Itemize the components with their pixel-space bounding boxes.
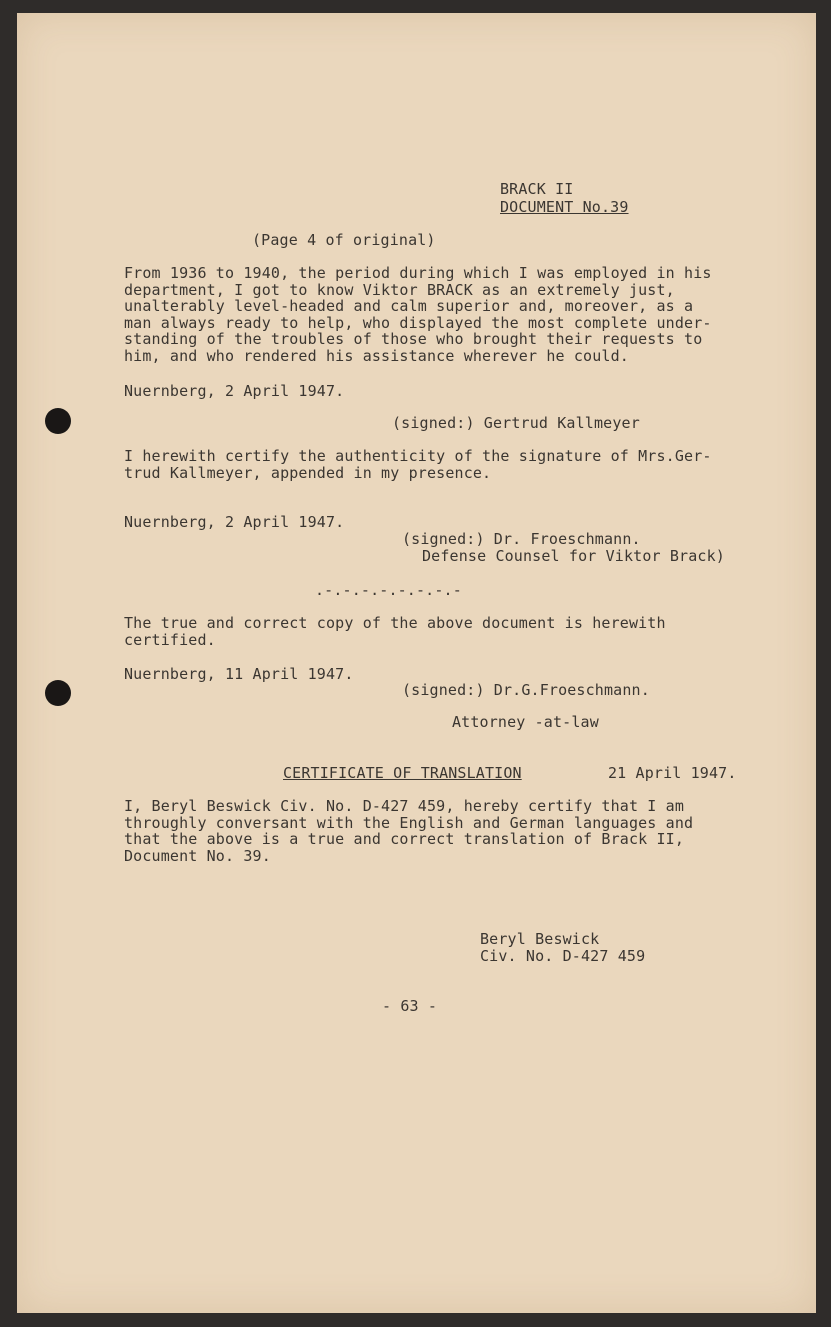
separator: .-.-.-.-.-.-.-.- bbox=[315, 581, 462, 599]
date-line-3: Nuernberg, 11 April 1947. bbox=[124, 665, 354, 683]
certificate-date: 21 April 1947. bbox=[608, 764, 737, 782]
translator-name: Beryl Beswick bbox=[480, 930, 600, 948]
punch-hole-top bbox=[45, 408, 71, 434]
certificate-title: CERTIFICATE OF TRANSLATION bbox=[283, 764, 522, 782]
punch-hole-bottom bbox=[45, 680, 71, 706]
defense-counsel-line: Defense Counsel for Viktor Brack) bbox=[422, 547, 725, 565]
signature-kallmeyer: (signed:) Gertrud Kallmeyer bbox=[392, 414, 640, 432]
signature-froeschmann-2: (signed:) Dr.G.Froeschmann. bbox=[402, 681, 650, 699]
date-line-2: Nuernberg, 2 April 1947. bbox=[124, 513, 345, 531]
certify-paragraph: I herewith certify the authenticity of the signature of Mrs.Ger- trud Kallmeyer, appended in my presence. bbox=[124, 447, 712, 482]
date-line-1: Nuernberg, 2 April 1947. bbox=[124, 382, 345, 400]
page-number: - 63 - bbox=[382, 997, 438, 1015]
signature-froeschmann-1: (signed:) Dr. Froeschmann. bbox=[402, 530, 641, 548]
body-paragraph: From 1936 to 1940, the period during which I was employed in his department, I got to know Viktor BRACK as an extremely just, unalterably level-headed and calm superior and, moreover, as a man always ready to help, who displayed the most complete under- standing of the troubles of those who brought their requests to him, and who rendered his assistance wherever he could. bbox=[124, 264, 712, 365]
page-note: (Page 4 of original) bbox=[252, 231, 436, 249]
header-document-number: DOCUMENT No.39 bbox=[500, 198, 629, 216]
certificate-text: I, Beryl Beswick Civ. No. D-427 459, hereby certify that I am throughly conversant with the English and German languages and that the above is a true and correct translation of Brack II, Document No. 39. bbox=[124, 797, 694, 865]
document-page bbox=[17, 13, 816, 1313]
attorney-line: Attorney -at-law bbox=[452, 713, 599, 731]
translator-civ-no: Civ. No. D-427 459 bbox=[480, 947, 646, 965]
true-copy-paragraph: The true and correct copy of the above document is herewith certified. bbox=[124, 614, 666, 649]
header-brack: BRACK II bbox=[500, 180, 574, 198]
